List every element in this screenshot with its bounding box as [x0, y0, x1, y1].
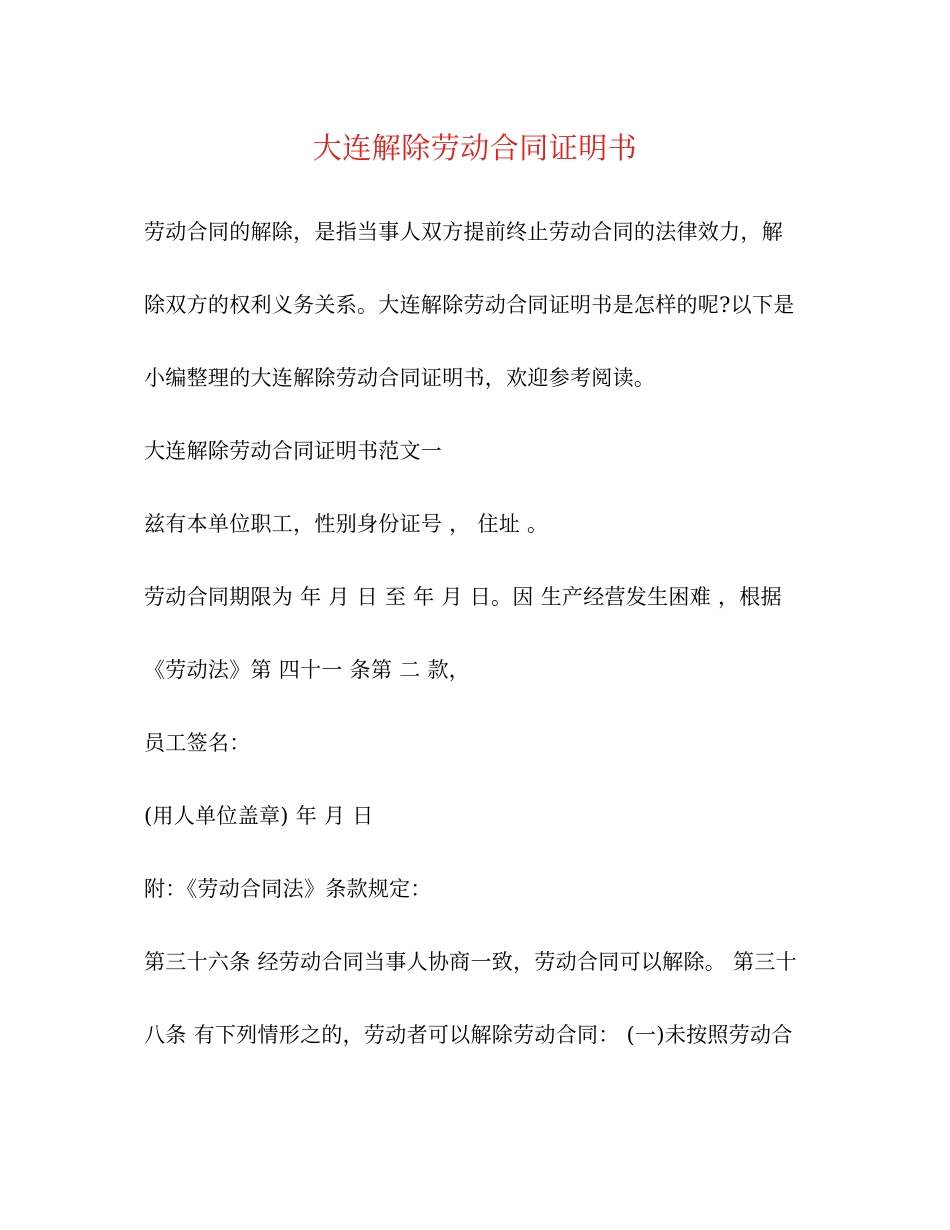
appendix-heading: 附：《劳动合同法》条款规定：	[144, 877, 432, 901]
document-title: 大连解除劳动合同证明书	[312, 131, 638, 165]
signature-line: 员工签名：	[144, 731, 251, 755]
body-line-6: 劳动合同期限为 年 月 日 至 年 月 日。因 生产经营发生困难 ，根据	[144, 585, 782, 609]
seal-date-line: (用人单位盖章) 年 月 日	[144, 804, 374, 828]
body-line-11: 第三十六条 经劳动合同当事人协商一致，劳动合同可以解除。 第三十	[144, 950, 797, 974]
body-line-12: 八条 有下列情形之的，劳动者可以解除劳动合同： (一)未按照劳动合	[144, 1023, 793, 1047]
section-heading: 大连解除劳动合同证明书范文一	[144, 439, 443, 463]
body-line-3: 小编整理的大连解除劳动合同证明书，欢迎参考阅读。	[144, 366, 656, 390]
body-line-7: 《劳动法》第 四十一 条第 二 款，	[144, 658, 471, 682]
body-line-5: 兹有本单位职工，性别身份证号 ， 住址 。	[144, 512, 549, 536]
body-line-1: 劳动合同的解除，是指当事人双方提前终止劳动合同的法律效力，解	[144, 220, 783, 244]
body-line-2: 除双方的权利义务关系。大连解除劳动合同证明书是怎样的呢?以下是	[144, 293, 795, 317]
